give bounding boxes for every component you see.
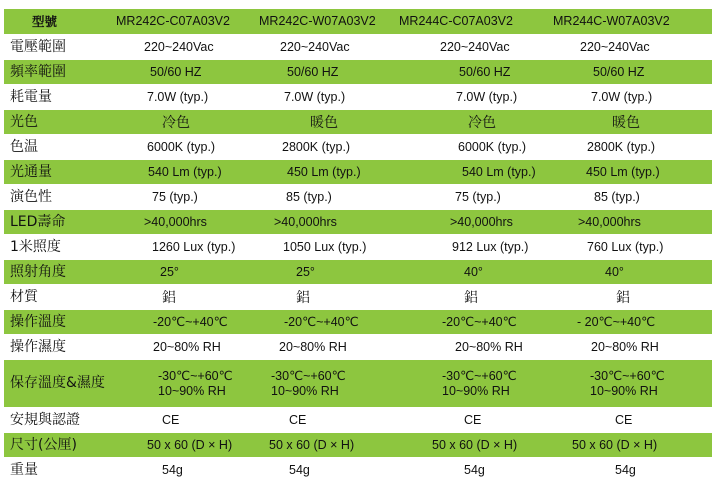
row-value: 6000K (typ.) (147, 139, 216, 154)
row-label: 材質 (10, 288, 38, 305)
row-value (271, 360, 346, 407)
row-value: >40,000hrs (450, 214, 513, 229)
row-value: 50 x 60 (D × H) (432, 437, 518, 452)
row-value: CE (615, 412, 633, 427)
table-row (4, 458, 712, 483)
storage-temp: -30℃~+60℃ (158, 368, 233, 383)
header-label: 型號 (32, 14, 58, 29)
row-label: 頻率範圍 (10, 63, 66, 80)
row-value: 54g (464, 462, 485, 477)
table-row (4, 335, 712, 360)
storage-humidity: 10~90% RH (158, 383, 226, 398)
table-row (4, 310, 712, 335)
row-value: 50/60 HZ (150, 64, 202, 79)
model-3: MR244C-C07A03V2 (399, 14, 513, 28)
row-value: CE (464, 412, 482, 427)
row-value: 7.0W (typ.) (284, 89, 346, 104)
row-label: 色温 (10, 138, 38, 155)
row-value: 54g (615, 462, 636, 477)
row-value: 6000K (typ.) (458, 139, 527, 154)
table-row (4, 135, 712, 160)
row-value: 220~240Vac (280, 39, 350, 54)
storage-temp: -30℃~+60℃ (442, 368, 517, 383)
row-value: 鋁 (162, 288, 176, 305)
row-value: 50/60 HZ (593, 64, 645, 79)
row-value: -20℃~+40℃ (153, 314, 228, 329)
row-value: -20℃~+40℃ (442, 314, 517, 329)
row-value (158, 360, 233, 407)
row-label: 光通量 (10, 163, 52, 180)
row-value: 50/60 HZ (459, 64, 511, 79)
row-value: 54g (162, 462, 183, 477)
row-value: 50/60 HZ (287, 64, 339, 79)
row-label: 1米照度 (10, 238, 61, 255)
row-value: 220~240Vac (580, 39, 650, 54)
row-value: 暖色 (310, 113, 338, 130)
row-value: 冷色 (162, 113, 190, 130)
row-label: 演色性 (10, 188, 52, 205)
table-row (4, 285, 712, 310)
table-row (4, 35, 712, 60)
storage-humidity: 10~90% RH (271, 383, 339, 398)
row-label: LED壽命 (10, 213, 66, 230)
row-label: 操作濕度 (10, 338, 66, 355)
row-value: 1050 Lux (typ.) (283, 239, 367, 254)
row-value: 2800K (typ.) (282, 139, 351, 154)
row-value: >40,000hrs (144, 214, 207, 229)
row-value: 20~80% RH (591, 339, 659, 354)
row-value: 1260 Lux (typ.) (152, 239, 236, 254)
table-row (4, 160, 712, 185)
table-row (4, 85, 712, 110)
row-value: 50 x 60 (D × H) (147, 437, 233, 452)
row-label: 操作溫度 (10, 313, 66, 330)
row-value: 912 Lux (typ.) (452, 239, 529, 254)
row-value: 540 Lm (typ.) (148, 164, 222, 179)
row-value: 50 x 60 (D × H) (572, 437, 658, 452)
row-value: 450 Lm (typ.) (586, 164, 660, 179)
row-value: 540 Lm (typ.) (462, 164, 536, 179)
row-value: 25° (296, 264, 315, 279)
row-label: 耗電量 (10, 88, 52, 105)
row-label: 電壓範圍 (10, 38, 66, 55)
table-row (4, 360, 712, 408)
row-value: 暖色 (612, 113, 640, 130)
storage-temp: -30℃~+60℃ (590, 368, 665, 383)
row-label: 重量 (10, 461, 38, 478)
row-value: 20~80% RH (153, 339, 221, 354)
row-value: 54g (289, 462, 310, 477)
row-value: 25° (160, 264, 179, 279)
row-value: 760 Lux (typ.) (587, 239, 664, 254)
row-value (442, 360, 517, 407)
row-value: 20~80% RH (455, 339, 523, 354)
model-1: MR242C-C07A03V2 (116, 14, 230, 28)
row-value (590, 360, 665, 407)
row-value: 40° (605, 264, 624, 279)
row-value: 鋁 (616, 288, 630, 305)
row-value: 40° (464, 264, 483, 279)
row-label: 保存溫度&濕度 (10, 375, 105, 391)
row-value: 75 (typ.) (455, 189, 501, 204)
header-row (4, 9, 712, 35)
row-value: >40,000hrs (274, 214, 337, 229)
storage-humidity: 10~90% RH (590, 383, 658, 398)
row-label: 照射角度 (10, 263, 66, 280)
row-value: - 20℃~+40℃ (577, 314, 656, 329)
row-value: 220~240Vac (440, 39, 510, 54)
table-row (4, 235, 712, 260)
row-value: 冷色 (468, 113, 496, 130)
row-value: 85 (typ.) (594, 189, 640, 204)
storage-temp: -30℃~+60℃ (271, 368, 346, 383)
row-value: 75 (typ.) (152, 189, 198, 204)
row-value: 7.0W (typ.) (147, 89, 209, 104)
table-row (4, 260, 712, 285)
row-value: 220~240Vac (144, 39, 214, 54)
row-label: 光色 (10, 113, 38, 130)
row-value: CE (289, 412, 307, 427)
table-row (4, 210, 712, 235)
row-value: 7.0W (typ.) (591, 89, 653, 104)
row-value: 7.0W (typ.) (456, 89, 518, 104)
row-value: 450 Lm (typ.) (287, 164, 361, 179)
row-value: 2800K (typ.) (587, 139, 656, 154)
row-label: 安規與認證 (10, 411, 80, 428)
row-value: 20~80% RH (279, 339, 347, 354)
row-value: 鋁 (296, 288, 310, 305)
row-value: 85 (typ.) (286, 189, 332, 204)
row-value: CE (162, 412, 180, 427)
model-4: MR244C-W07A03V2 (553, 14, 670, 28)
table-row (4, 408, 712, 433)
spec-table (4, 9, 712, 483)
row-value: 鋁 (464, 288, 478, 305)
table-row (4, 433, 712, 458)
storage-humidity: 10~90% RH (442, 383, 510, 398)
model-2: MR242C-W07A03V2 (259, 14, 376, 28)
row-value: -20℃~+40℃ (284, 314, 359, 329)
table-row (4, 60, 712, 85)
row-label: 尺寸(公厘) (10, 436, 77, 453)
table-row (4, 110, 712, 135)
row-value: >40,000hrs (578, 214, 641, 229)
row-value: 50 x 60 (D × H) (269, 437, 355, 452)
table-row (4, 185, 712, 210)
